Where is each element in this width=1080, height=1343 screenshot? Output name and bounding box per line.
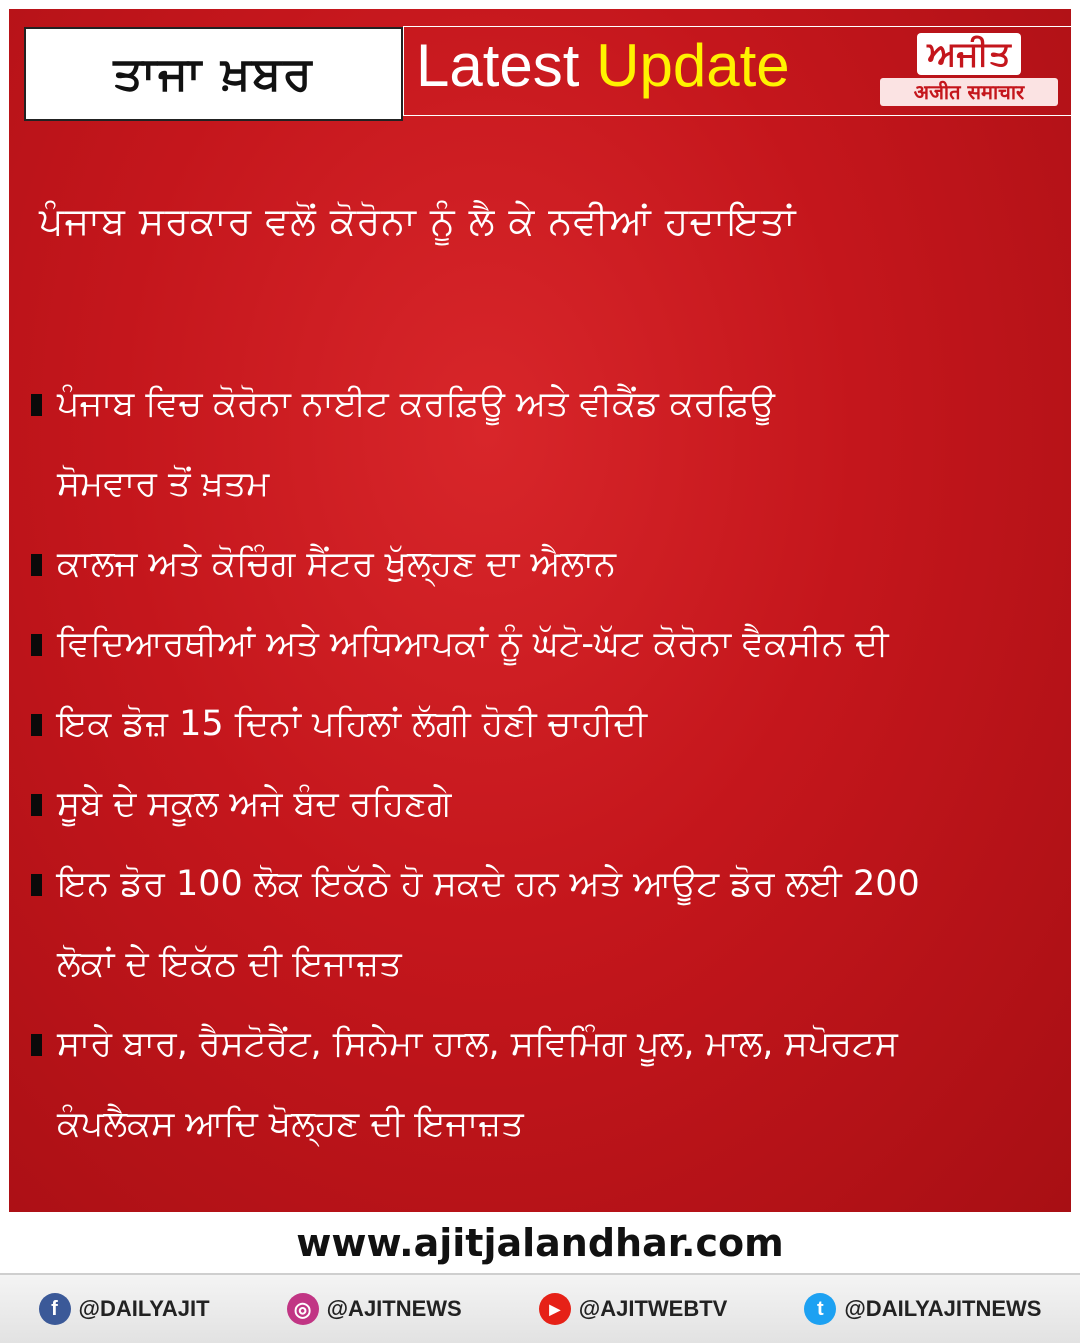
social-youtube[interactable]: [539, 1293, 728, 1325]
social-handle: @DAILYAJIT: [78, 1296, 210, 1321]
bullet-item: [31, 604, 1061, 684]
facebook-icon: f: [39, 1293, 71, 1325]
logo-main-text: ਅਜੀਤ: [917, 33, 1020, 75]
latest-news-tag-punjabi: ਤਾਜਾ ਖ਼ਬਰ: [24, 27, 403, 121]
instagram-icon: ◎: [287, 1293, 319, 1325]
twitter-icon: t: [804, 1293, 836, 1325]
website-link[interactable]: www.ajitjalandhar.com: [296, 1221, 784, 1265]
social-twitter[interactable]: [804, 1293, 1041, 1325]
latest-update-title: [416, 31, 790, 100]
news-card: [9, 9, 1071, 1212]
bullet-item: [31, 844, 1061, 1004]
youtube-icon: ▶: [539, 1293, 571, 1325]
logo-sub-text: अजीत समाचार: [880, 78, 1058, 106]
bullet-line: ਸੂਬੇ ਦੇ ਸਕੂਲ ਅਜੇ ਬੰਦ ਰਹਿਣਗੇ: [57, 784, 452, 824]
bullet-item: [31, 764, 1061, 844]
bullet-line: ਕਾਲਜ ਅਤੇ ਕੋਚਿੰਗ ਸੈਂਟਰ ਖੁੱਲ੍ਹਣ ਦਾ ਐਲਾਨ: [57, 544, 617, 584]
bullet-line: ਕੰਪਲੈਕਸ ਆਦਿ ਖੋਲ੍ਹਣ ਦੀ ਇਜਾਜ਼ਤ: [57, 1104, 524, 1144]
latest-update-banner: [403, 26, 1075, 116]
update-word: Update: [596, 32, 790, 99]
social-handle: @AJITNEWS: [326, 1296, 462, 1321]
bullet-line: ਸੋਮਵਾਰ ਤੋਂ ਖ਼ਤਮ: [57, 464, 270, 504]
latest-word: Latest: [416, 32, 580, 99]
bullet-item: [31, 684, 1061, 764]
social-handle: @DAILYAJITNEWS: [844, 1296, 1042, 1321]
bullet-item: [31, 524, 1061, 604]
bullet-line: ਇਨ ਡੋਰ 100 ਲੋਕ ਇਕੱਠੇ ਹੋ ਸਕਦੇ ਹਨ ਅਤੇ ਆਊਟ ਡੋਰ ਲਈ 200: [57, 864, 920, 904]
bullet-line: ਵਿਦਿਆਰਥੀਆਂ ਅਤੇ ਅਧਿਆਪਕਾਂ ਨੂੰ ਘੱਟੋ-ਘੱਟ ਕੋਰੋਨਾ ਵੈਕਸੀਨ ਦੀ: [57, 624, 889, 664]
bullet-line: ਲੋਕਾਂ ਦੇ ਇਕੱਠ ਦੀ ਇਜਾਜ਼ਤ: [57, 944, 402, 984]
bullet-line: ਇਕ ਡੋਜ਼ 15 ਦਿਨਾਂ ਪਹਿਲਾਂ ਲੱਗੀ ਹੋਣੀ ਚਾਹੀਦੀ: [57, 704, 648, 744]
bullet-line: ਸਾਰੇ ਬਾਰ, ਰੈਸਟੋਰੈਂਟ, ਸਿਨੇਮਾ ਹਾਲ, ਸਵਿਮਿੰਗ ਪੂਲ, ਮਾਲ, ਸਪੋਰਟਸ: [57, 1024, 898, 1064]
social-instagram[interactable]: [287, 1293, 462, 1325]
social-facebook[interactable]: [39, 1293, 210, 1325]
bullet-item: [31, 364, 1061, 524]
bullet-item: [31, 1004, 1061, 1164]
ajit-logo: [874, 31, 1064, 111]
bullet-line: ਪੰਜਾਬ ਵਿਚ ਕੋਰੋਨਾ ਨਾਈਟ ਕਰਫ਼ਿਊ ਅਤੇ ਵੀਕੈਂਡ ਕਰਫ਼ਿਊ: [57, 384, 775, 424]
social-bar: [0, 1273, 1080, 1343]
bullet-list: [31, 364, 1061, 1164]
headline: ਪੰਜਾਬ ਸਰਕਾਰ ਵਲੋਂ ਕੋਰੋਨਾ ਨੂੰ ਲੈ ਕੇ ਨਵੀਆਂ ਹਦਾਇਤਾਂ: [39, 199, 797, 243]
social-handle: @AJITWEBTV: [578, 1296, 728, 1321]
